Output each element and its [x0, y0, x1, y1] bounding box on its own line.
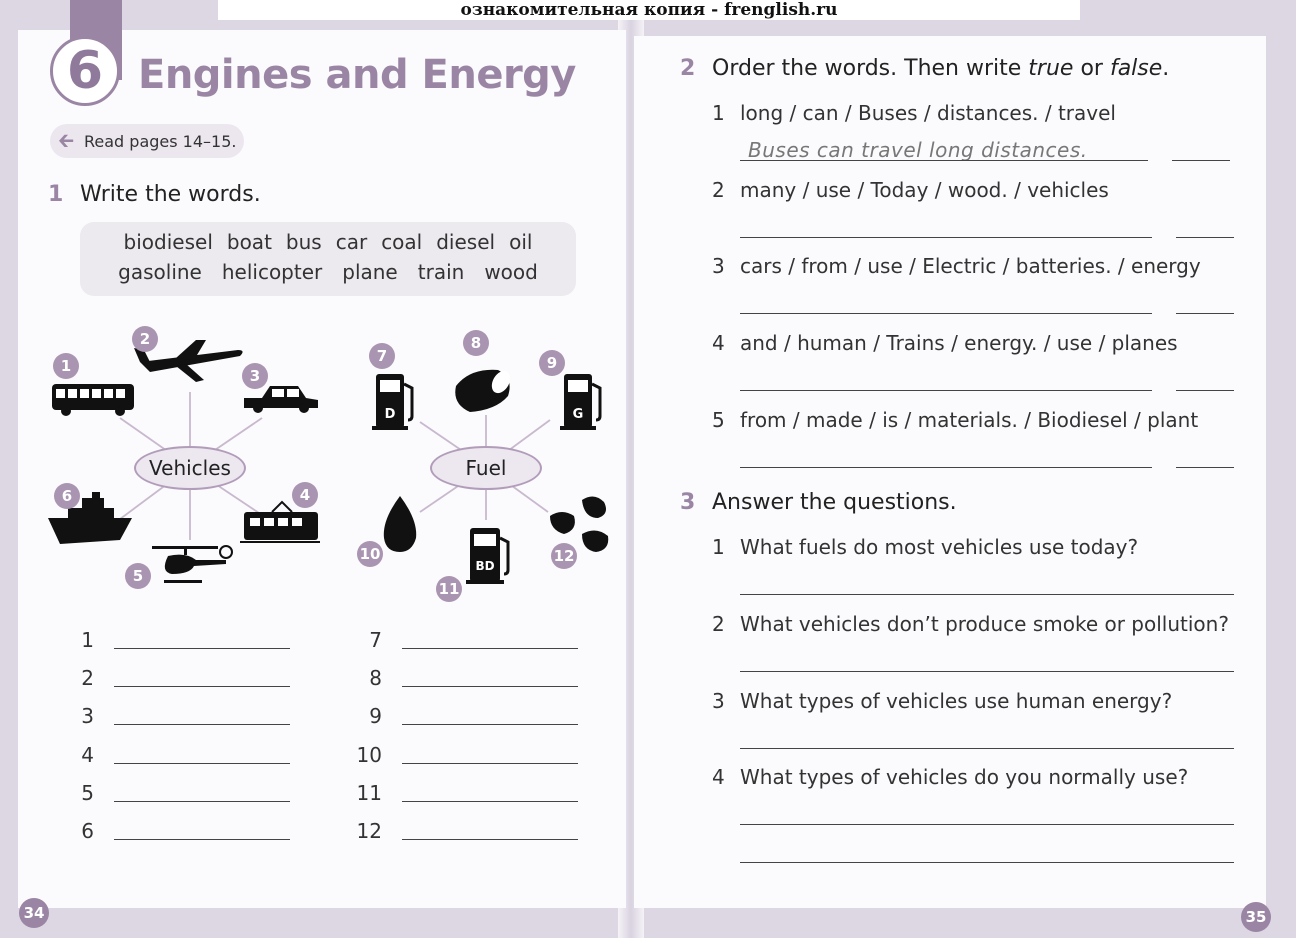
number-badge: 7	[369, 343, 395, 369]
answer-blank[interactable]	[402, 724, 578, 725]
helicopter-icon	[152, 546, 232, 583]
true-false-blank[interactable]	[1176, 237, 1234, 238]
answer-number: 5	[81, 781, 94, 805]
chapter-title: Engines and Energy	[138, 52, 576, 98]
answer-blank[interactable]	[114, 763, 290, 764]
item-number: 2	[712, 178, 725, 202]
answer-blank[interactable]	[114, 724, 290, 725]
word: biodiesel	[123, 230, 213, 254]
pump-letter-g: G	[572, 407, 584, 422]
word: train	[417, 260, 465, 284]
exercise-3-number: 3	[680, 490, 696, 515]
true-false-blank[interactable]	[1176, 390, 1234, 391]
answer-blank[interactable]	[402, 801, 578, 802]
answer-number: 12	[356, 819, 382, 843]
page-number-left: 34	[19, 898, 49, 928]
answer-line[interactable]	[740, 594, 1234, 595]
word: boat	[226, 230, 272, 254]
number-badge: 3	[242, 363, 268, 389]
answer-number: 1	[81, 628, 94, 652]
word: diesel	[436, 230, 496, 254]
question-text: What vehicles don’t produce smoke or pollution?	[740, 612, 1229, 636]
answer-number: 9	[369, 704, 382, 728]
item-number: 3	[712, 254, 725, 278]
answer-number: 8	[369, 666, 382, 690]
word: bus	[285, 230, 322, 254]
answer-line[interactable]	[740, 748, 1234, 749]
answer-number: 10	[356, 743, 382, 767]
question-number: 4	[712, 765, 725, 789]
answer-number: 6	[81, 819, 94, 843]
exercise-1-number: 1	[48, 182, 64, 207]
exercise-3-title: Answer the questions.	[712, 490, 957, 515]
question-number: 2	[712, 612, 725, 636]
question-text: What types of vehicles use human energy?	[740, 689, 1173, 713]
arrow-left-icon: 🡰	[58, 128, 75, 152]
answer-number: 7	[369, 628, 382, 652]
page-number-right: 35	[1241, 902, 1271, 932]
number-badge: 2	[132, 326, 158, 352]
car-icon	[244, 386, 318, 413]
number-badge: 9	[539, 350, 565, 376]
watermark-banner: ознакомительная копия - frenglish.ru	[218, 0, 1080, 20]
bus-icon	[52, 384, 134, 416]
word: plane	[342, 260, 398, 284]
fuel-pump-icon	[466, 528, 508, 584]
word: coal	[381, 230, 423, 254]
answer-line[interactable]	[740, 824, 1234, 825]
answer-number: 3	[81, 704, 94, 728]
number-badge: 11	[436, 576, 462, 602]
question-number: 1	[712, 535, 725, 559]
number-badge: 8	[463, 330, 489, 356]
true-false-blank[interactable]	[1176, 467, 1234, 468]
question-number: 3	[712, 689, 725, 713]
answer-blank[interactable]	[114, 648, 290, 649]
exercise-2-number: 2	[680, 56, 696, 81]
scrambled-sentence: long / can / Buses / distances. / travel	[740, 101, 1116, 125]
number-badge: 1	[53, 353, 79, 379]
scrambled-sentence: cars / from / use / Electric / batteries. / energy	[740, 254, 1201, 278]
scrambled-sentence: and / human / Trains / energy. / use / planes	[740, 331, 1178, 355]
sentence-blank[interactable]	[740, 467, 1152, 468]
number-badge: 6	[54, 483, 80, 509]
true-false-blank[interactable]	[1172, 160, 1230, 161]
answer-number: 2	[81, 666, 94, 690]
answer-blank[interactable]	[114, 801, 290, 802]
item-number: 1	[712, 101, 725, 125]
answer-line[interactable]	[740, 671, 1234, 672]
sentence-blank[interactable]	[740, 313, 1152, 314]
true-false-blank[interactable]	[1176, 313, 1234, 314]
word: gasoline	[118, 260, 202, 284]
read-pages-text: Read pages 14–15.	[84, 132, 237, 151]
word: wood	[484, 260, 538, 284]
question-text: What types of vehicles do you normally use?	[740, 765, 1189, 789]
word: helicopter	[221, 260, 323, 284]
pump-letter-d: D	[384, 407, 396, 422]
fuel-oval: Fuel	[430, 446, 542, 490]
sentence-blank[interactable]	[740, 237, 1152, 238]
answer-blank[interactable]	[114, 686, 290, 687]
question-text: What fuels do most vehicles use today?	[740, 535, 1139, 559]
sentence-blank[interactable]	[740, 390, 1152, 391]
word: car	[335, 230, 368, 254]
answer-blank[interactable]	[402, 648, 578, 649]
chapter-number: 6	[50, 36, 120, 106]
scrambled-sentence: many / use / Today / wood. / vehicles	[740, 178, 1109, 202]
number-badge: 5	[125, 563, 151, 589]
number-badge: 10	[357, 541, 383, 567]
answer-blank[interactable]	[114, 839, 290, 840]
answer-number: 11	[356, 781, 382, 805]
item-number: 5	[712, 408, 725, 432]
answer-number: 4	[81, 743, 94, 767]
number-badge: 4	[292, 482, 318, 508]
fuel-pump-icon	[560, 374, 600, 430]
example-answer: Buses can travel long distances.	[748, 138, 1088, 162]
scrambled-sentence: from / made / is / materials. / Biodiesel / plant	[740, 408, 1199, 432]
answer-blank[interactable]	[402, 763, 578, 764]
pump-letter-bd: BD	[475, 559, 495, 573]
number-badge: 12	[551, 543, 577, 569]
answer-blank[interactable]	[402, 686, 578, 687]
answer-line[interactable]	[740, 862, 1234, 863]
oil-drop-icon	[384, 496, 416, 552]
fuel-pump-icon	[372, 374, 412, 430]
exercise-2-title: Order the words. Then write true or false.	[712, 56, 1170, 81]
sentence-blank[interactable]	[740, 160, 1148, 161]
word: oil	[509, 230, 533, 254]
vehicles-oval: Vehicles	[134, 446, 246, 490]
answer-blank[interactable]	[402, 839, 578, 840]
exercise-1-title: Write the words.	[80, 182, 261, 207]
item-number: 4	[712, 331, 725, 355]
word-web-diagram	[0, 0, 626, 620]
log-icon	[455, 368, 514, 412]
